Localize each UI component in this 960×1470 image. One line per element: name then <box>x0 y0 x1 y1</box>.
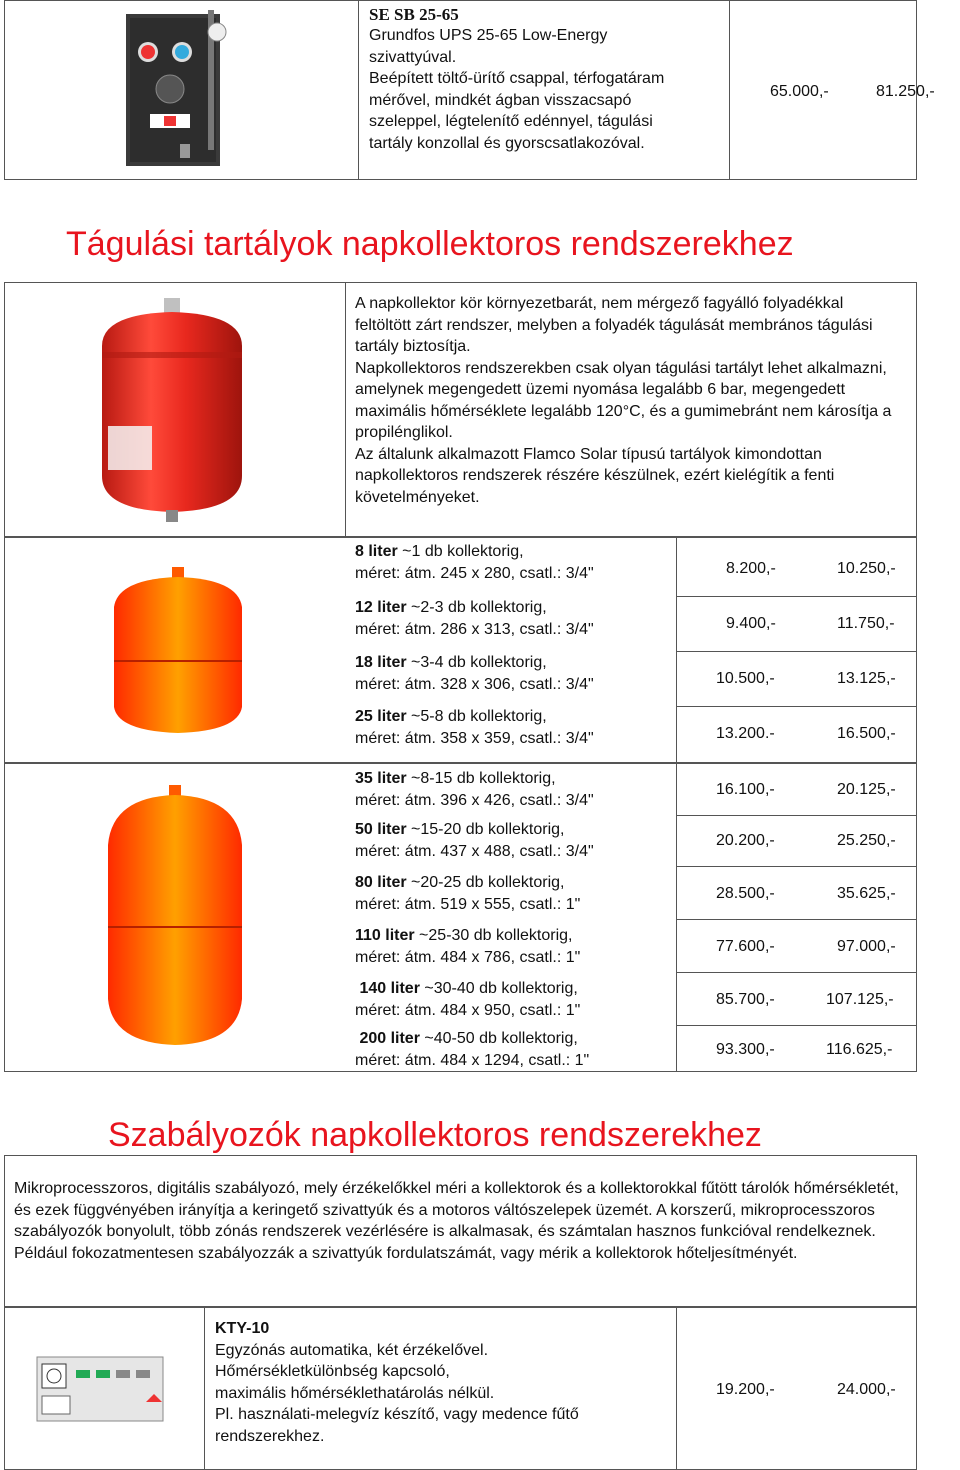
tank-size: 140 liter <box>355 980 420 997</box>
top-desc-line: szivattyúval. <box>369 48 457 66</box>
tank-desc: ~2-3 db kollektorig, <box>406 599 547 616</box>
tank-item <box>355 541 594 585</box>
tank-size: 18 liter <box>355 654 407 671</box>
tank-price-net: 93.300,- <box>716 1041 775 1058</box>
tank-item <box>355 768 594 812</box>
g2-row-sep <box>676 919 917 920</box>
tank-price-gross: 97.000,- <box>837 938 896 955</box>
tank-item <box>355 819 594 863</box>
controller-desc-line: rendszerekhez. <box>215 1427 325 1445</box>
tank-desc: ~30-40 db kollektorig, <box>419 980 578 997</box>
tank-size: 200 liter <box>355 1030 420 1047</box>
tank-dim: méret: átm. 437 x 488, csatl.: 3/4" <box>355 843 594 860</box>
tank-size: 25 liter <box>355 708 407 725</box>
top-price-gross: 81.250,- <box>876 83 935 100</box>
intro-divider <box>345 282 346 537</box>
top-product-description <box>369 25 719 154</box>
tank-price-net: 77.600,- <box>716 938 775 955</box>
red-expansion-tank-image <box>82 296 262 526</box>
controller-intro-text: Mikroprocesszoros, digitális szabályozó, mely érzékelőkkel méri a kollektorok és a kollektorokkal fűtött tárolók hőmérsékletét, és ezek függvényében irányítja a keringető szivattyúk és a motoros váltószelepek üzemét. A korszerű, mikroprocesszoros szabályozók bonyolult, több zónás rendszerek vezérlésére is alkalmasak, és számtalan hasznos funkcióval rendelkeznek. Például fokozatmentesen szabályozzák a szivattyúk fordulatszámát, vagy mérik a kollektorok hőteljesítményét. <box>14 1180 899 1262</box>
tank-item <box>355 706 594 750</box>
top-desc-line: Grundfos UPS 25-65 Low-Energy <box>369 27 608 44</box>
tank-dim: méret: átm. 484 x 1294, csatl.: 1" <box>355 1052 590 1069</box>
tank-price-gross: 25.250,- <box>837 832 896 849</box>
tank-price-gross: 107.125,- <box>826 991 894 1008</box>
g1-row-sep <box>676 706 917 707</box>
tank-dim: méret: átm. 328 x 306, csatl.: 3/4" <box>355 676 594 693</box>
section1-title: Tágulási tartályok napkollektoros rendszerekhez <box>66 225 794 263</box>
intro-paragraph: Az általunk alkalmazott Flamco Solar típusú tartályok kimondottan napkollektoros rendszerek részére készülnek, ezért kielégítik a fenti követelményeket. <box>355 445 835 506</box>
tank-item <box>355 1028 589 1072</box>
tank-price-gross: 16.500,- <box>837 725 896 742</box>
tank-price-net: 8.200,- <box>726 560 776 577</box>
tank-desc: ~1 db kollektorig, <box>397 543 524 560</box>
tank-size: 35 liter <box>355 770 407 787</box>
controller-product-text <box>215 1318 670 1447</box>
tank-item <box>355 925 580 969</box>
controller-price-net: 19.200,- <box>716 1381 775 1398</box>
tank-price-net: 16.100,- <box>716 781 775 798</box>
controller-desc-line: Pl. használati-melegvíz készítő, vagy medence fűtő <box>215 1406 579 1423</box>
g1-row-sep <box>676 596 917 597</box>
tank-desc: ~8-15 db kollektorig, <box>406 770 556 787</box>
tank-price-net: 28.500,- <box>716 885 775 902</box>
tank-price-gross: 13.125,- <box>837 670 896 687</box>
orange-tank-small-image <box>108 567 248 739</box>
top-product-code: SE SB 25-65 <box>369 5 459 24</box>
orange-tank-large-image <box>100 785 250 1055</box>
g2-row-sep <box>676 972 917 973</box>
tank-item <box>355 978 580 1022</box>
tank-dim: méret: átm. 519 x 555, csatl.: 1" <box>355 896 581 913</box>
section2-title: Szabályozók napkollektoros rendszerekhez <box>108 1116 762 1154</box>
tank-size: 110 liter <box>355 927 415 944</box>
tank-desc: ~40-50 db kollektorig, <box>419 1030 578 1047</box>
ctrl-divider-2 <box>676 1307 677 1470</box>
tank-price-net: 9.400,- <box>726 615 776 632</box>
top-divider-2 <box>729 0 730 180</box>
tank-price-gross: 10.250,- <box>837 560 896 577</box>
tank-dim: méret: átm. 484 x 786, csatl.: 1" <box>355 949 581 966</box>
top-desc-line: szeleppel, légtelenítő edénnyel, tágulási <box>369 113 653 130</box>
tank-dim: méret: átm. 358 x 359, csatl.: 3/4" <box>355 730 594 747</box>
top-divider-1 <box>358 0 359 180</box>
tank-size: 12 liter <box>355 599 407 616</box>
tank-item <box>355 652 594 696</box>
tank-dim: méret: átm. 245 x 280, csatl.: 3/4" <box>355 565 594 582</box>
tank-item <box>355 872 580 916</box>
top-desc-line: tartály konzollal és gyorscsatlakozóval. <box>369 134 645 152</box>
g2-row-sep <box>676 815 917 816</box>
controller-desc-line: maximális hőmérséklethatárolás nélkül. <box>215 1384 495 1402</box>
controller-desc-line: Egyzónás automatika, két érzékelővel. <box>215 1341 489 1359</box>
tank-price-gross: 20.125,- <box>837 781 896 798</box>
tank-price-net: 20.200,- <box>716 832 775 849</box>
tank-price-net: 10.500,- <box>716 670 775 687</box>
tank-desc: ~3-4 db kollektorig, <box>406 654 547 671</box>
tank-price-gross: 116.625,- <box>826 1041 893 1058</box>
intro-paragraph: Napkollektoros rendszerekben csak olyan tágulási tartályt lehet alkalmazni, amelynek megengedett üzemi nyomása legalább 6 bar, megengedett maximális hőmérséklete legalább 120°C, és a gumimebránt nem károsítja a propilénglikol. <box>355 359 892 441</box>
controller-desc-line: Hőmérsékletkülönbség kapcsoló, <box>215 1363 450 1380</box>
pump-station-image <box>120 4 240 174</box>
tank-price-net: 13.200.- <box>716 725 775 742</box>
tank-item <box>355 597 594 641</box>
ctrl-divider-1 <box>204 1307 205 1470</box>
tank-price-gross: 11.750,- <box>837 615 895 632</box>
controller-price-gross: 24.000,- <box>837 1381 896 1398</box>
tank-size: 8 liter <box>355 543 398 560</box>
tank-desc: ~5-8 db kollektorig, <box>406 708 547 725</box>
g2-row-sep <box>676 866 917 867</box>
intro-paragraph: A napkollektor kör környezetbarát, nem mérgező fagyálló folyadékkal feltöltött zárt rendszer, melyben a folyadék tágulását membrános tágulási tartály biztosítja. <box>355 295 873 355</box>
controller-image <box>36 1356 164 1422</box>
g1-row-sep <box>676 651 917 652</box>
controller-code: KTY-10 <box>215 1320 270 1337</box>
tank-price-gross: 35.625,- <box>837 885 896 902</box>
tank-desc: ~25-30 db kollektorig, <box>414 927 573 944</box>
g1-divider <box>676 537 677 763</box>
g2-row-sep <box>676 1025 917 1026</box>
tank-dim: méret: átm. 484 x 950, csatl.: 1" <box>355 1002 581 1019</box>
top-desc-line: Beépített töltő-ürítő csappal, térfogatáram <box>369 70 665 87</box>
tank-desc: ~20-25 db kollektorig, <box>406 874 565 891</box>
tank-size: 80 liter <box>355 874 407 891</box>
tank-size: 50 liter <box>355 821 407 838</box>
tank-dim: méret: átm. 396 x 426, csatl.: 3/4" <box>355 792 594 809</box>
tank-desc: ~15-20 db kollektorig, <box>406 821 565 838</box>
top-price-net: 65.000,- <box>770 83 829 100</box>
tank-intro-text <box>355 293 900 508</box>
tank-dim: méret: átm. 286 x 313, csatl.: 3/4" <box>355 621 594 638</box>
top-desc-line: mérővel, mindkét ágban visszacsapó <box>369 91 632 109</box>
tank-price-net: 85.700,- <box>716 991 775 1008</box>
